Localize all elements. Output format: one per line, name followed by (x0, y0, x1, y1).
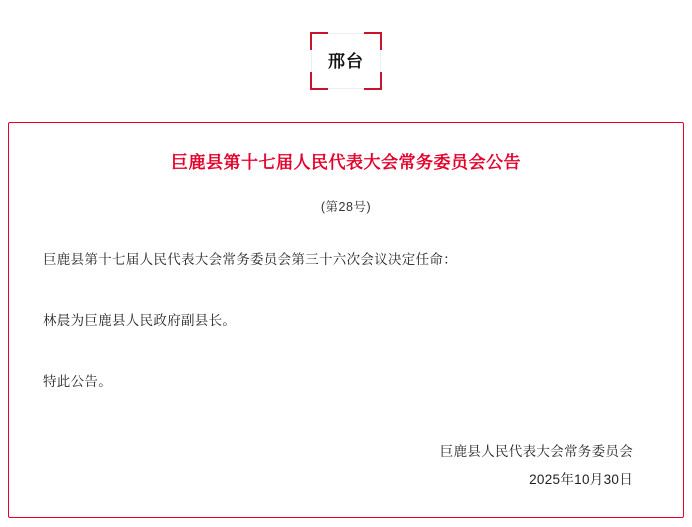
logo-corner-top-left-icon (310, 32, 328, 50)
document-signature (43, 438, 649, 495)
document-title: 巨鹿县第十七届人民代表大会常务委员会公告 (171, 153, 521, 172)
logo-corner-bottom-left-icon (310, 72, 328, 90)
document-body (43, 249, 649, 394)
document-number: (第28号) (320, 199, 372, 214)
signature-date: 2025年10月30日 (529, 471, 633, 487)
body-paragraph: 林晨为巨鹿县人民政府副县长。 (43, 312, 237, 328)
body-paragraph: 巨鹿县第十七届人民代表大会常务委员会第三十六次会议决定任命： (43, 251, 457, 267)
body-paragraph: 特此公告。 (43, 373, 112, 389)
signature-organization: 巨鹿县人民代表大会常务委员会 (439, 443, 633, 459)
logo-text: 邢台 (328, 51, 364, 71)
logo-corner-bottom-right-icon (364, 72, 382, 90)
page-header (0, 0, 692, 122)
announcement-card (8, 122, 684, 518)
xingtai-logo (310, 32, 382, 90)
logo-corner-top-right-icon (364, 32, 382, 50)
